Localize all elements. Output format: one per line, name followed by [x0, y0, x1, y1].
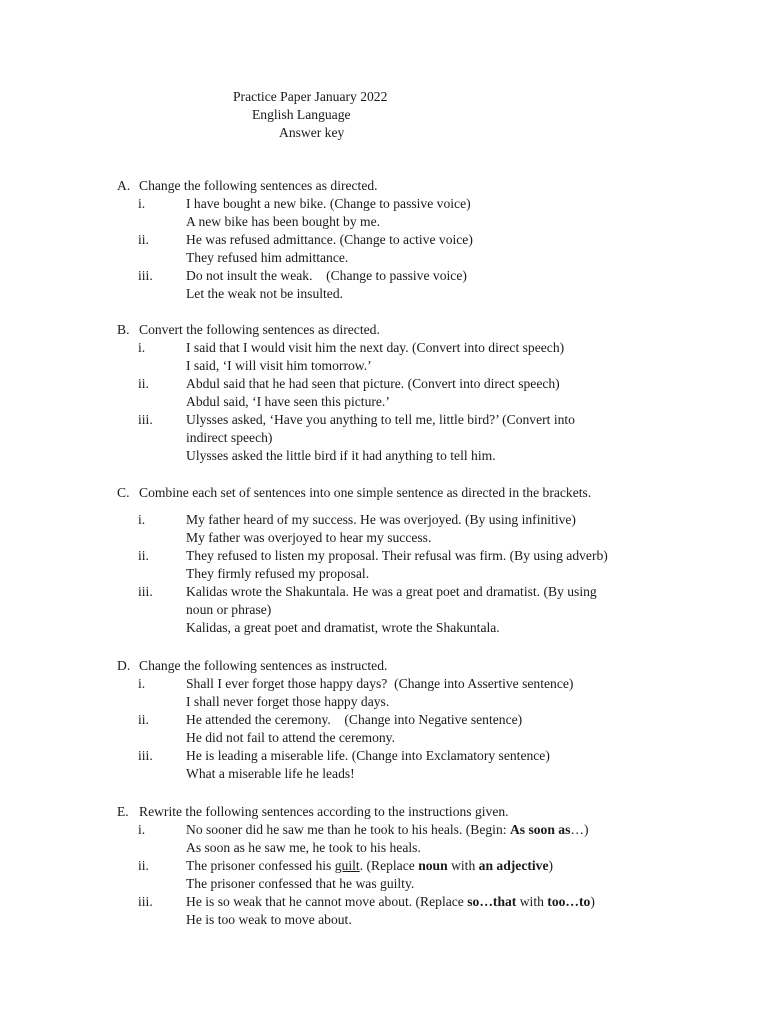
item-number: ii. [138, 376, 149, 391]
item-number: i. [138, 196, 146, 211]
answer-text: Abdul said, ‘I have seen this picture.’ [186, 394, 390, 409]
answer-text: Let the weak not be insulted. [186, 286, 344, 301]
question-item [117, 821, 677, 857]
question-emphasis: too…to [547, 894, 591, 909]
question-text-part: with [516, 894, 548, 909]
answer-text: They refused him admittance. [186, 250, 349, 265]
question-text: They refused to listen my proposal. Their refusal was firm. (By using adverb) [186, 548, 608, 563]
section-letter: B. [117, 322, 130, 337]
answer-key-title: Answer key [279, 125, 345, 140]
question-emphasis: an adjective [478, 858, 549, 873]
item-number: iii. [138, 748, 153, 763]
question-emphasis: noun [418, 858, 448, 873]
answer-text: I shall never forget those happy days. [186, 694, 390, 709]
answer-text: A new bike has been bought by me. [186, 214, 381, 229]
question-text [186, 821, 677, 839]
question-emphasis: As soon as [509, 822, 571, 837]
section-heading [117, 321, 677, 339]
subject-title: English Language [252, 107, 351, 122]
question-text: I said that I would visit him the next day. (Convert into direct speech) [186, 340, 565, 355]
answer-text: My father was overjoyed to hear my success. [186, 530, 432, 545]
question-item [117, 711, 677, 747]
item-number: ii. [138, 548, 149, 563]
question-text-part: He is so weak that he cannot move about. (Replace [186, 894, 468, 909]
item-number: iii. [138, 894, 153, 909]
item-number: iii. [138, 412, 153, 427]
question-item [117, 267, 677, 303]
question-item [117, 511, 677, 547]
question-text-part: …) [570, 822, 589, 837]
question-text: Abdul said that he had seen that picture. (Convert into direct speech) [186, 376, 560, 391]
section-heading [117, 177, 677, 195]
item-number: i. [138, 512, 146, 527]
question-text-continued: indirect speech) [186, 430, 273, 445]
question-text: He was refused admittance. (Change to active voice) [186, 232, 473, 247]
question-item [117, 375, 677, 411]
question-item [117, 195, 677, 231]
question-text: He attended the ceremony. (Change into Negative sentence) [186, 712, 523, 727]
section-heading [117, 657, 677, 675]
question-text: My father heard of my success. He was overjoyed. (By using infinitive) [186, 512, 576, 527]
section-instruction: Rewrite the following sentences according to the instructions given. [139, 804, 509, 819]
item-number: ii. [138, 712, 149, 727]
section-e [117, 803, 677, 929]
answer-text: He is too weak to move about. [186, 912, 352, 927]
question-item [117, 857, 677, 893]
section-instruction: Change the following sentences as directed. [139, 178, 378, 193]
answer-text: Ulysses asked the little bird if it had anything to tell him. [186, 448, 496, 463]
question-text: I have bought a new bike. (Change to passive voice) [186, 196, 471, 211]
answer-text: Kalidas, a great poet and dramatist, wrote the Shakuntala. [186, 620, 500, 635]
section-letter: D. [117, 658, 131, 673]
item-number: i. [138, 676, 146, 691]
question-text-part: with [447, 858, 479, 873]
question-emphasis: so…that [467, 894, 517, 909]
section-letter: A. [117, 178, 131, 193]
section-c [117, 484, 677, 637]
question-text-part: No sooner did he saw me than he took to his heals. (Begin: [186, 822, 510, 837]
answer-text: The prisoner confessed that he was guilty. [186, 876, 415, 891]
question-item [117, 747, 677, 783]
question-item [117, 675, 677, 711]
question-text: He is leading a miserable life. (Change into Exclamatory sentence) [186, 748, 550, 763]
item-number: ii. [138, 858, 149, 873]
item-number: i. [138, 340, 146, 355]
section-instruction: Combine each set of sentences into one simple sentence as directed in the brackets. [139, 485, 592, 500]
section-instruction: Change the following sentences as instructed. [139, 658, 388, 673]
section-letter: C. [117, 485, 130, 500]
question-text-part: ) [548, 858, 554, 873]
section-a [117, 177, 677, 303]
section-b [117, 321, 677, 465]
question-text-continued: noun or phrase) [186, 602, 272, 617]
answer-text: What a miserable life he leads! [186, 766, 355, 781]
item-number: i. [138, 822, 146, 837]
answer-text: As soon as he saw me, he took to his heals. [186, 840, 421, 855]
section-heading [117, 803, 677, 821]
section-instruction: Convert the following sentences as directed. [139, 322, 380, 337]
answer-text: They firmly refused my proposal. [186, 566, 370, 581]
question-item [117, 231, 677, 267]
question-text: Kalidas wrote the Shakuntala. He was a great poet and dramatist. (By using [186, 584, 597, 599]
answer-text: I said, ‘I will visit him tomorrow.’ [186, 358, 372, 373]
question-text [186, 893, 677, 911]
section-heading [117, 484, 677, 502]
section-letter: E. [117, 804, 129, 819]
paper-title: Practice Paper January 2022 [233, 89, 388, 104]
question-text-part: . (Replace [359, 858, 419, 873]
item-number: iii. [138, 268, 153, 283]
question-text [186, 857, 677, 875]
section-d [117, 657, 677, 783]
question-text: Ulysses asked, ‘Have you anything to tell me, little bird?’ (Convert into [186, 412, 575, 427]
question-item [117, 411, 677, 465]
question-underlined-word: guilt [334, 858, 360, 873]
question-item [117, 583, 677, 637]
question-item [117, 893, 677, 929]
question-text: Do not insult the weak. (Change to passive voice) [186, 268, 467, 283]
question-item [117, 547, 677, 583]
question-text-part: The prisoner confessed his [186, 858, 335, 873]
question-text-part: ) [590, 894, 595, 909]
answer-text: He did not fail to attend the ceremony. [186, 730, 395, 745]
item-number: ii. [138, 232, 149, 247]
item-number: iii. [138, 584, 153, 599]
question-text: Shall I ever forget those happy days? (Change into Assertive sentence) [186, 676, 574, 691]
question-item [117, 339, 677, 375]
